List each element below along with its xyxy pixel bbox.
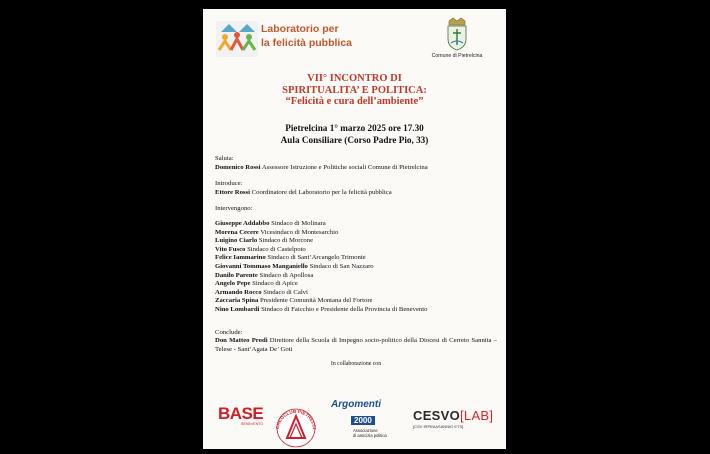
speaker-line [215, 237, 497, 246]
speaker-role: Sindaco di Apice [252, 280, 298, 288]
introduce-name: Ettore Rossi [215, 188, 250, 196]
speaker-line [215, 220, 497, 229]
base-logo-main: BASE [218, 404, 264, 423]
conclude-label: Conclude: [215, 328, 243, 336]
speaker-line [215, 263, 497, 272]
event-title [203, 73, 506, 108]
event-place: Aula Consiliare (Corso Padre Pio, 33) [280, 135, 429, 145]
introduce-role: Coordinatore del Laboratorio per la felicità pubblica [251, 188, 392, 196]
speaker-role: Sindaco di San Nazzaro [309, 262, 374, 270]
saluta-role: Assessore Istruzione e Politiche sociali Comune di Pietrelcina [261, 163, 428, 171]
archeoclub-logo [273, 404, 319, 449]
speaker-line [215, 246, 497, 255]
speaker-line [215, 229, 497, 238]
speaker-role: Sindaco di Apollosa [259, 271, 314, 279]
cesvo-logo-main [413, 408, 493, 423]
title-line3: “Felicità e cura dell’ambiente” [285, 96, 424, 107]
saluta-name: Domenico Rossi [215, 163, 261, 171]
speaker-name: Armando Rocco [215, 288, 262, 296]
speaker-line [215, 289, 497, 298]
argomenti-logo-sub2: di amicizia politica [353, 433, 387, 438]
speaker-name: Felice Iammarino [215, 254, 266, 262]
speaker-name: Giovanni Tommaso Manganiello [215, 262, 308, 270]
lab-logo-line2: la felicità pubblica [261, 37, 353, 49]
argomenti-2000-logo [331, 400, 407, 438]
base-benevento-logo [218, 404, 263, 426]
cesvo-logo-sub: [CSV IRPINIASANNIO ETS] [413, 424, 464, 429]
event-date: Pietrelcina 1° marzo 2025 ore 17.30 [285, 123, 424, 133]
cesvo-lab-text: [LAB] [460, 408, 494, 423]
partner-logos [203, 398, 506, 448]
argomenti-logo-main: Argomenti [331, 399, 381, 410]
laboratorio-logo [213, 18, 351, 60]
speaker-name: Vito Fusco [215, 245, 246, 253]
speaker-name: Giuseppe Addabbo [215, 219, 270, 227]
conclude-name: Don Matteo Prodi [215, 337, 268, 345]
speaker-role: Vicesindaco di Montesarchio [260, 228, 339, 236]
speaker-role: Sindaco di Sant’Arcangelo Trimonte [267, 254, 366, 262]
speaker-name: Nino Lombardi [215, 305, 260, 313]
program-body [215, 155, 497, 369]
speaker-role: Presidente Comunità Montana del Fortore [259, 297, 373, 305]
invitation-page [203, 9, 506, 449]
speaker-name: Luigino Ciarlo [215, 237, 258, 245]
conclude-role: Direttore della Scuola di Impegno socio-politico della Diocesi di Cerreto Sannita – Telese - Sant’Agata De’ Goti [215, 337, 498, 353]
conclude-line [215, 337, 497, 354]
speaker-role: Sindaco di Faicchio e Presidente della Provincia di Benevento [261, 305, 428, 313]
speaker-role: Sindaco di Morcone [258, 237, 314, 245]
introduce-label: Introduce: [215, 180, 243, 188]
collab-label: In collaborazione con [330, 361, 382, 368]
argomenti-logo-year: 2000 [351, 416, 375, 425]
saluta-label: Saluta: [215, 155, 234, 162]
archeoclub-seal-icon [273, 404, 319, 448]
saluta-line [215, 164, 497, 173]
speaker-role: Sindaco di Castelpoto [247, 245, 306, 253]
speaker-line [215, 254, 497, 263]
speaker-line [215, 280, 497, 289]
speaker-name: Angelo Pepe [215, 280, 251, 288]
speaker-line [215, 297, 497, 306]
cesvo-main-text: CESVO [413, 408, 461, 423]
speaker-line [215, 272, 497, 281]
title-line1: VII° INCONTRO DI [307, 73, 402, 84]
introduce-line [215, 189, 497, 198]
title-line2: SPIRITUALITA’ E POLITICA: [282, 84, 427, 96]
speaker-name: Danilo Parente [215, 271, 258, 279]
comune-crest [417, 17, 497, 59]
people-figures-icon [215, 20, 259, 58]
speaker-name: Zaccaria Spina [215, 297, 259, 305]
base-logo-sub: BENEVENTO [241, 422, 264, 426]
speaker-line [215, 306, 497, 315]
speaker-role: Sindaco di Molinara [271, 219, 326, 227]
speaker-name: Morena Cecere [215, 228, 259, 236]
speaker-role: Sindaco di Calvi [263, 288, 308, 296]
intervengono-label: Intervengono: [215, 205, 253, 213]
argomenti-logo-sub1: Associazione [353, 428, 378, 433]
lab-logo-line1: Laboratorio per [261, 23, 339, 35]
coat-of-arms-icon [446, 17, 468, 51]
comune-label: Comune di Pietrelcina [431, 53, 483, 59]
event-details [203, 122, 506, 146]
archeoclub-text: CHEOCLUB PIETRELCI [274, 408, 317, 430]
cesvo-lab-logo [413, 408, 493, 429]
laboratorio-logo-text [261, 22, 352, 50]
